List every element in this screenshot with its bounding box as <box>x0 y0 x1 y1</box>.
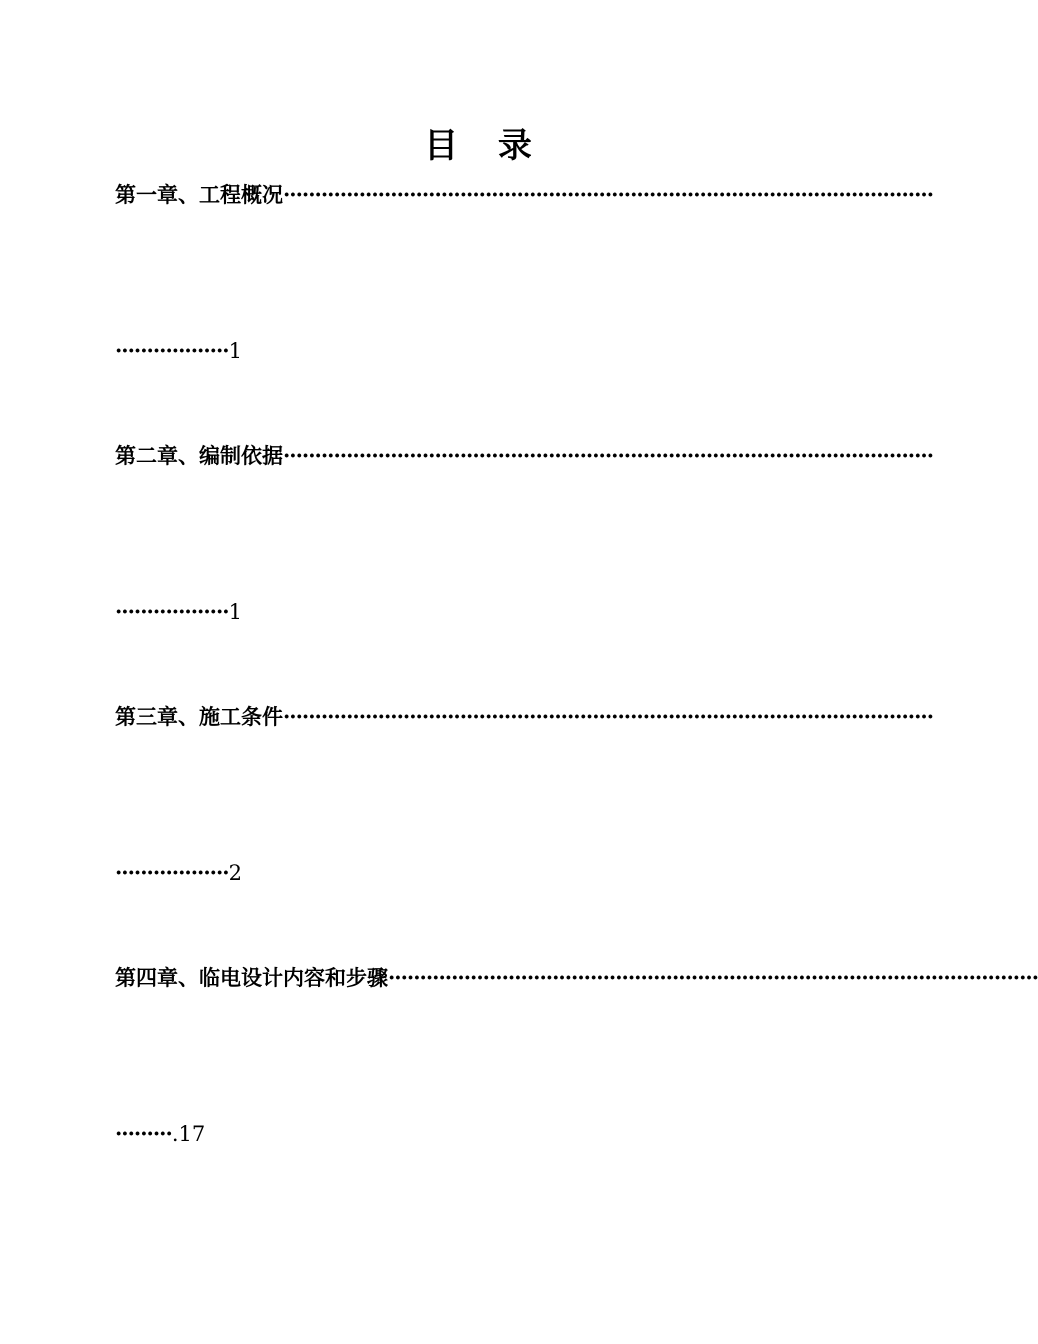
toc-entry-label: 第四章、临电设计内容和步骤 <box>115 965 388 990</box>
toc-entry-leader: ······································································································· <box>283 443 934 468</box>
toc-page-number: 1 <box>228 600 242 624</box>
toc-entry-leader: ·················· <box>115 860 229 885</box>
toc-entry-leader: ·················· <box>115 338 229 363</box>
toc-entry-1-page-line[interactable] <box>115 336 242 366</box>
toc-entry-3-page-line[interactable] <box>115 858 242 888</box>
toc-entry-label: 第三章、施工条件 <box>115 704 283 729</box>
toc-entry-leader: ······································································································· <box>283 704 934 729</box>
toc-page-number: .17 <box>171 1122 206 1146</box>
toc-entry-4-page-line[interactable] <box>115 1119 205 1149</box>
toc-entry-label: 第一章、工程概况 <box>115 182 283 207</box>
toc-entry-1[interactable] <box>115 180 934 210</box>
toc-entry-leader: ······································································································· <box>388 965 1038 990</box>
toc-entry-4[interactable] <box>115 963 1038 993</box>
toc-entry-3[interactable] <box>115 702 934 732</box>
toc-title: 目 录 <box>424 126 546 166</box>
toc-entry-2[interactable] <box>115 441 934 471</box>
toc-entry-leader: ········· <box>115 1121 172 1146</box>
toc-page-number: 2 <box>228 861 242 885</box>
toc-entry-label: 第二章、编制依据 <box>115 443 283 468</box>
toc-entry-leader: ·················· <box>115 599 229 624</box>
toc-page-number: 1 <box>228 339 242 363</box>
toc-entry-leader: ······································································································· <box>283 182 934 207</box>
toc-entry-2-page-line[interactable] <box>115 597 242 627</box>
